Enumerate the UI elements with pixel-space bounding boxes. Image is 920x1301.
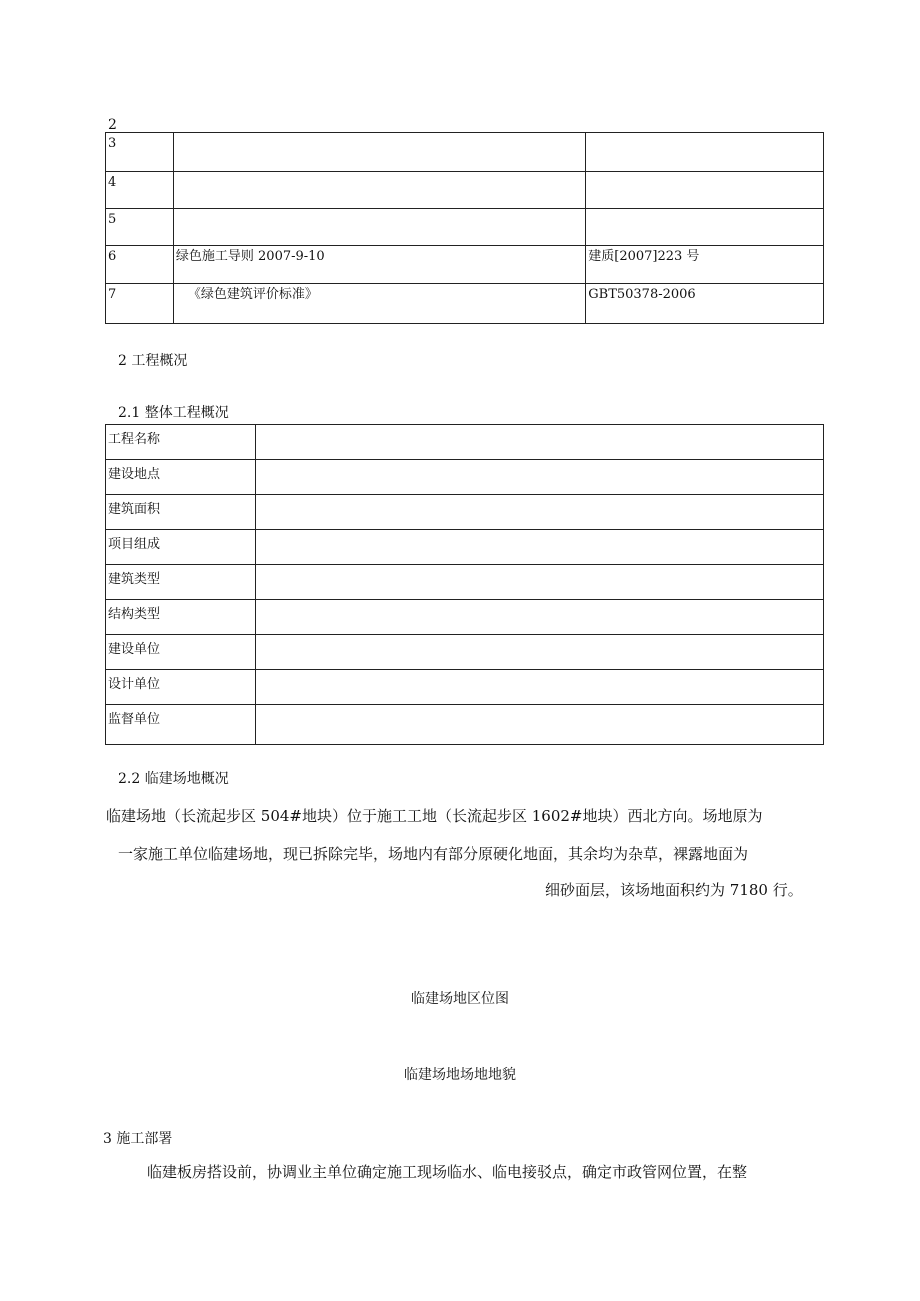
table-row bbox=[106, 460, 824, 495]
section-2-2-heading: 2.2 临建场地概况 bbox=[118, 771, 229, 787]
row-number: 4 bbox=[106, 172, 174, 209]
standard-name bbox=[173, 209, 585, 246]
ref-table-header-number: 2 bbox=[108, 117, 117, 133]
table-row bbox=[106, 246, 824, 284]
standard-name bbox=[173, 133, 585, 172]
row-number: 7 bbox=[106, 284, 174, 324]
section-3-heading: 3 施工部署 bbox=[103, 1131, 173, 1147]
table-row bbox=[106, 172, 824, 209]
table-row bbox=[106, 284, 824, 324]
field-value bbox=[255, 600, 823, 635]
row-number: 5 bbox=[106, 209, 174, 246]
field-value bbox=[255, 670, 823, 705]
standard-code bbox=[586, 133, 824, 172]
table-row bbox=[106, 133, 824, 172]
table-row bbox=[106, 565, 824, 600]
standard-code: GBT50378-2006 bbox=[586, 284, 824, 324]
row-number: 3 bbox=[106, 133, 174, 172]
standard-code: 建质[2007]223 号 bbox=[586, 246, 824, 284]
table-row bbox=[106, 209, 824, 246]
standard-code bbox=[586, 172, 824, 209]
field-label: 结构类型 bbox=[106, 600, 256, 635]
field-label: 建筑面积 bbox=[106, 495, 256, 530]
field-label: 监督单位 bbox=[106, 705, 256, 745]
field-label: 建设单位 bbox=[106, 635, 256, 670]
table-row bbox=[106, 635, 824, 670]
field-label: 建筑类型 bbox=[106, 565, 256, 600]
table-row bbox=[106, 670, 824, 705]
field-label: 建设地点 bbox=[106, 460, 256, 495]
field-value bbox=[255, 425, 823, 460]
table-row bbox=[106, 600, 824, 635]
field-label: 项目组成 bbox=[106, 530, 256, 565]
standard-name: 《绿色建筑评价标准》 bbox=[173, 284, 585, 324]
standard-code bbox=[586, 209, 824, 246]
row-number: 6 bbox=[106, 246, 174, 284]
table-row bbox=[106, 495, 824, 530]
table-row bbox=[106, 530, 824, 565]
field-value bbox=[255, 495, 823, 530]
field-value bbox=[255, 705, 823, 745]
section-2-1-heading: 2.1 整体工程概况 bbox=[118, 405, 229, 421]
field-label: 工程名称 bbox=[106, 425, 256, 460]
site-description-line-2: 一家施工单位临建场地，现已拆除完毕，场地内有部分原硬化地面，其余均为杂草，裸露地面为 bbox=[118, 845, 749, 863]
field-value bbox=[255, 635, 823, 670]
table-row bbox=[106, 425, 824, 460]
field-value bbox=[255, 565, 823, 600]
site-description-line-3: 细砂面层，该场地面积约为 7180 行。 bbox=[545, 881, 803, 899]
field-label: 设计单位 bbox=[106, 670, 256, 705]
project-overview-table bbox=[105, 424, 824, 745]
field-value bbox=[255, 530, 823, 565]
standard-name bbox=[173, 172, 585, 209]
section-2-heading: 2 工程概况 bbox=[118, 353, 188, 369]
site-description-line-1: 临建场地（长流起步区 504#地块）位于施工工地（长流起步区 1602#地块）西北方向。场地原为 bbox=[106, 807, 763, 825]
table-row bbox=[106, 705, 824, 745]
standard-name: 绿色施工导则 2007-9-10 bbox=[173, 246, 585, 284]
deployment-paragraph: 临建板房搭设前，协调业主单位确定施工现场临水、临电接驳点，确定市政管网位置，在整 bbox=[147, 1163, 748, 1181]
field-value bbox=[255, 460, 823, 495]
reference-standards-table bbox=[105, 132, 824, 324]
figure-caption-location-map: 临建场地区位图 bbox=[411, 991, 509, 1007]
figure-caption-site-landform: 临建场地场地地貌 bbox=[404, 1067, 516, 1083]
